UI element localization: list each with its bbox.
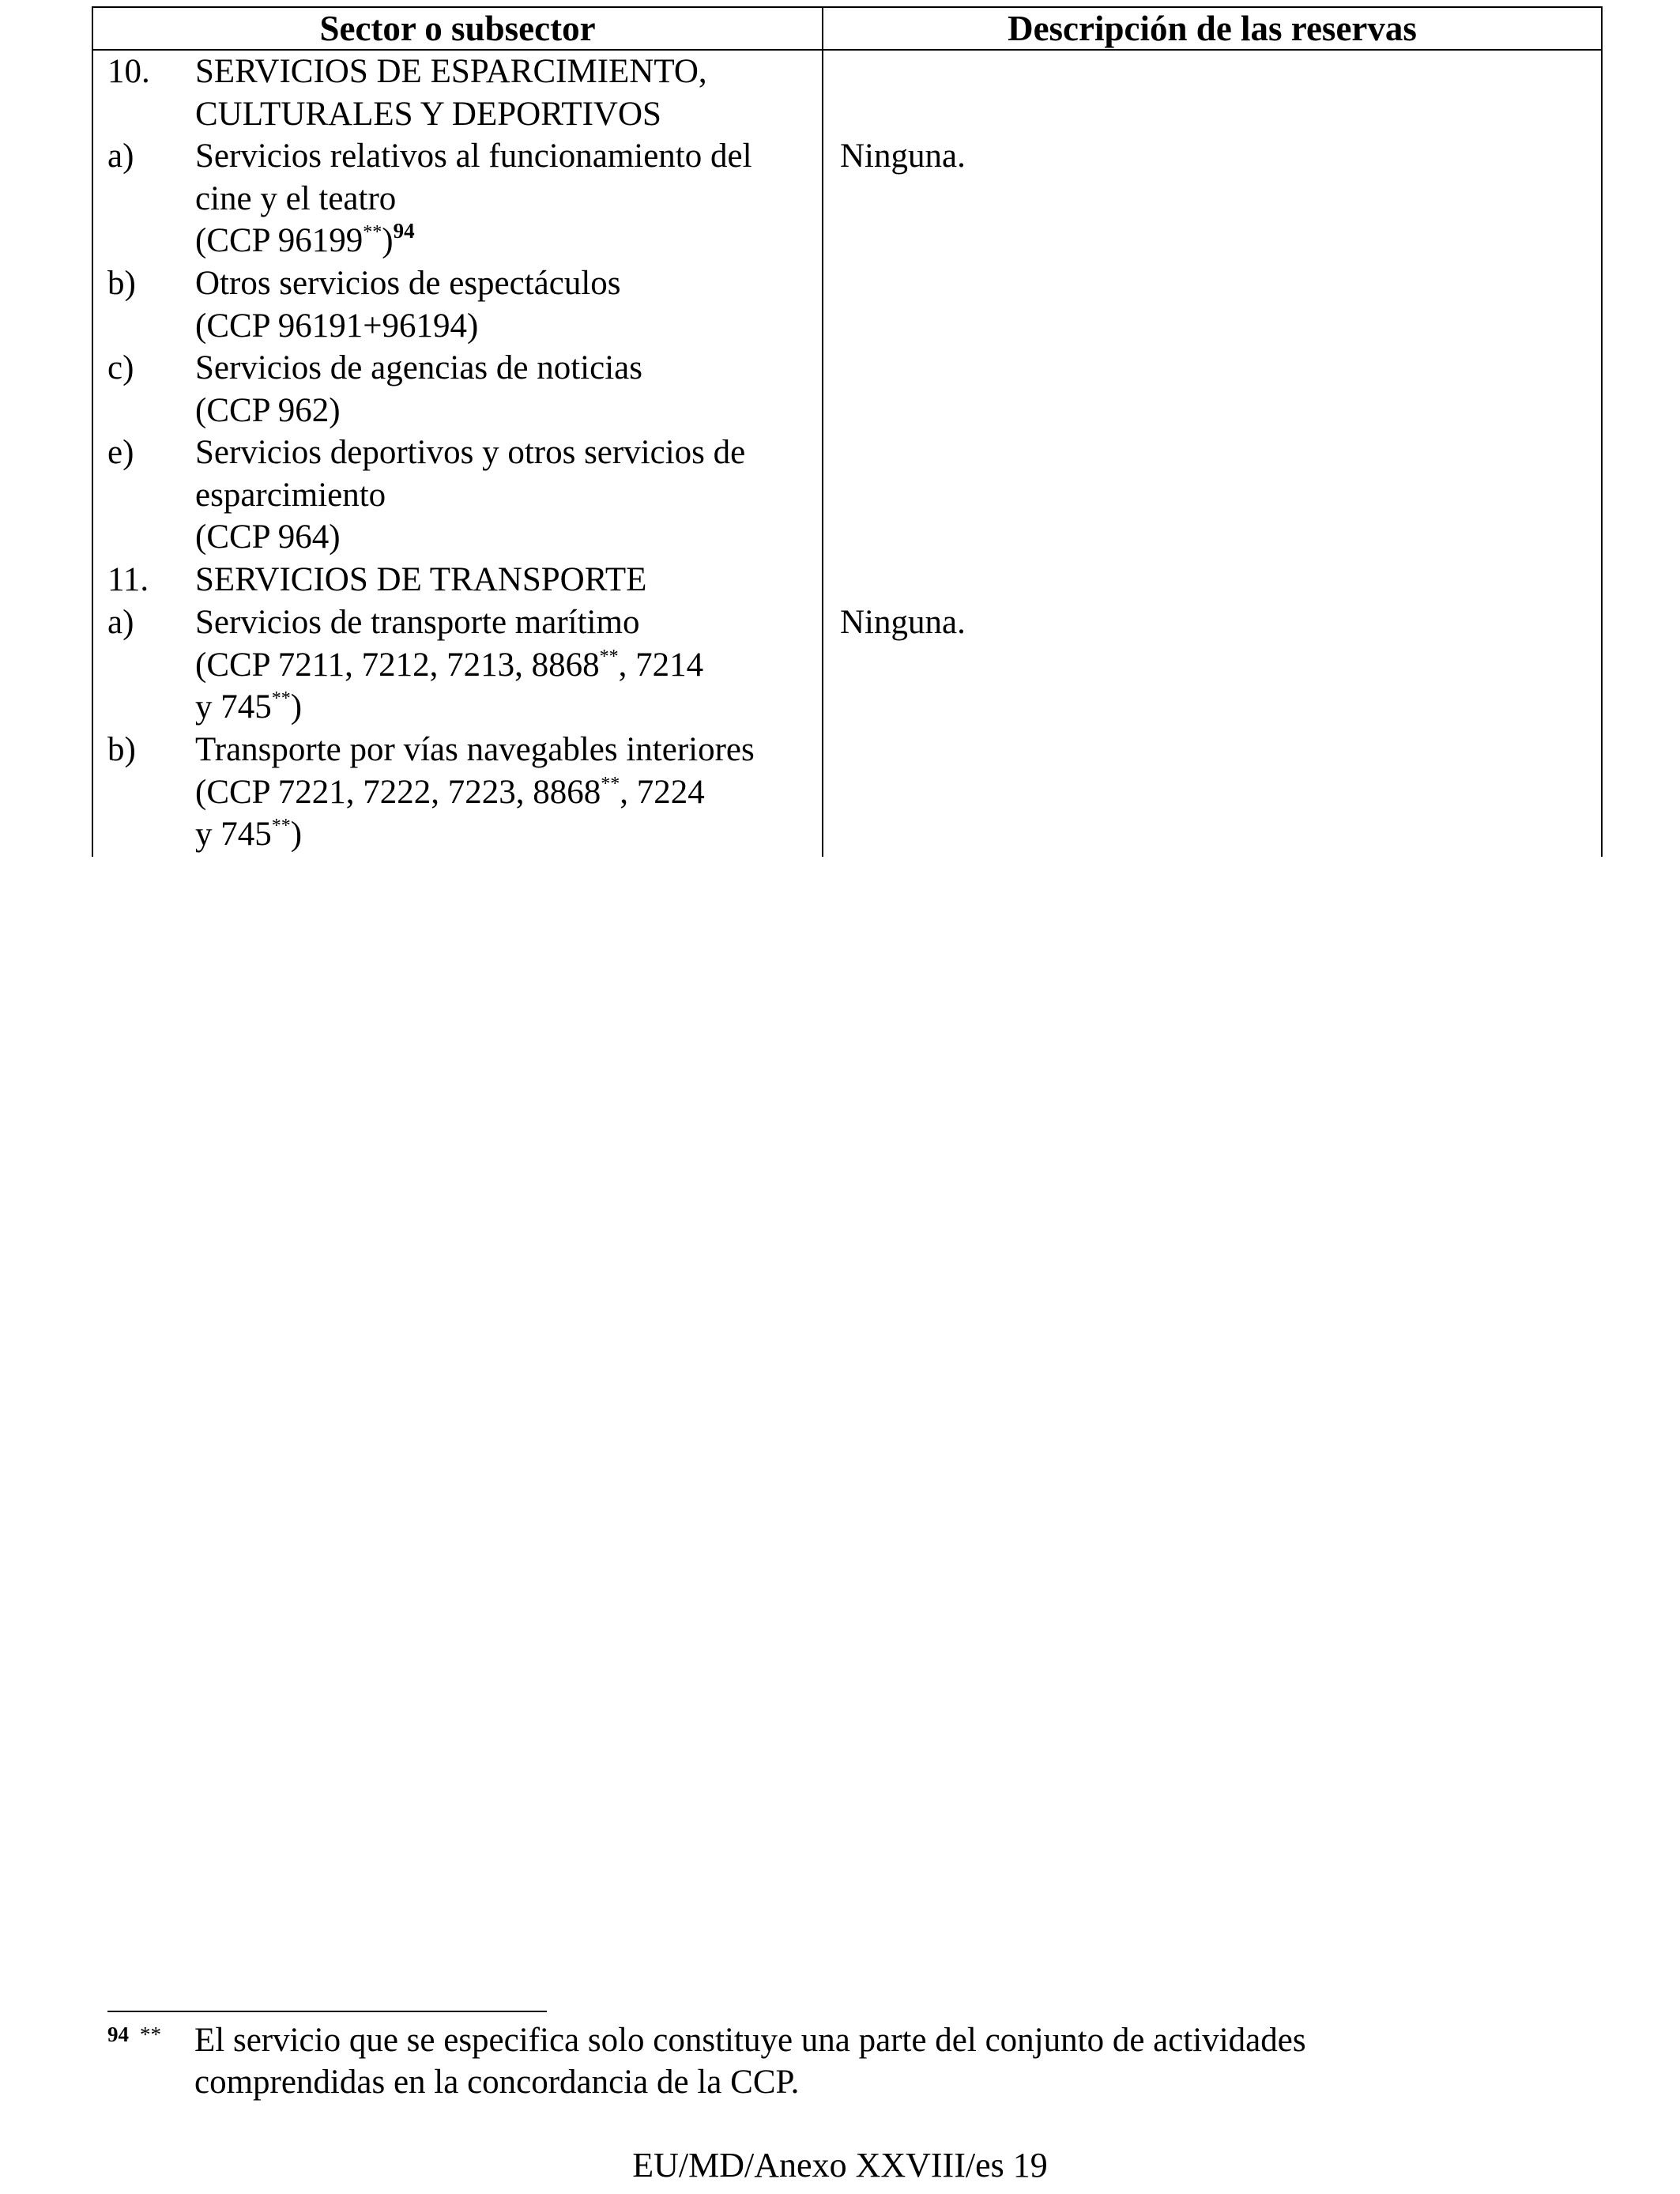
sector-text [195,135,819,262]
ccp-code: (CCP 96199 [195,222,363,260]
sector-text [195,262,819,347]
reserva-text: Ninguna. [840,138,966,175]
reservations-table [92,6,1603,857]
text-line: SERVICIOS DE ESPARCIMIENTO, [195,53,707,90]
footnote-line: El servicio que se especifica solo constituye una parte del conjunto de actividades [194,2022,1306,2059]
table-header [92,6,1603,51]
ccp-code: (CCP 7211, 7212, 7213, 8868 [195,646,600,684]
closing-paren: ) [290,816,303,854]
row-label: b) [107,731,136,768]
text-line [195,771,819,814]
row-label: b) [107,265,136,302]
text-line: Servicios de transporte marítimo [195,604,640,641]
row-label: c) [107,349,134,386]
text-line [195,644,819,687]
footnote-mark: ** [140,2022,161,2046]
ccp-code: (CCP 7221, 7222, 7223, 8868 [195,773,601,811]
header-sector: Sector o subsector [93,8,823,49]
partial-mark: ** [271,688,291,710]
partial-mark: ** [599,646,619,667]
page-reference: EU/MD/Anexo XXVIII/es 19 [632,2146,1048,2185]
text-line: Servicios relativos al funcionamiento del [195,138,752,175]
text-line: Otros servicios de espectáculos [195,265,621,302]
text-line [195,686,819,729]
text-line: esparcimiento [195,476,386,514]
text-line: cine y el teatro [195,179,397,217]
footnote-ref[interactable]: 94 [393,219,415,243]
column-divider [822,51,823,857]
sector-text [195,432,819,559]
text-line [195,813,819,856]
text-line [195,220,819,262]
text-line: Servicios deportivos y otros servicios de [195,434,746,471]
sector-text [195,729,819,856]
row-label: a) [107,138,134,175]
header-reservas: Descripción de las reservas [1008,9,1417,48]
text-line: (CCP 964) [195,518,341,556]
text-line: (CCP 962) [195,391,341,429]
footnote-text [194,2019,1617,2103]
partial-mark: ** [271,816,291,837]
ccp-code: y 745 [195,688,272,726]
text-line: CULTURALES Y DEPORTIVOS [195,95,661,133]
ccp-code: y 745 [195,816,272,854]
partial-mark: ** [363,222,382,243]
row-label: a) [107,604,134,641]
sector-text [195,347,819,432]
ccp-code-cont: , 7224 [620,773,705,811]
row-label: e) [107,434,134,471]
closing-paren: ) [382,222,394,260]
reserva-text: Ninguna. [840,604,966,641]
sector-text [195,559,819,601]
text-line: SERVICIOS DE TRANSPORTE [195,561,647,598]
text-line: (CCP 96191+96194) [195,307,479,345]
row-label: 10. [107,53,150,90]
partial-mark: ** [601,773,620,794]
text-line: Transporte por vías navegables interiores [195,731,755,768]
table-body [92,51,1603,857]
sector-text [195,51,819,135]
ccp-code-cont: , 7214 [618,646,704,684]
footnote-number: 94 [107,2022,129,2046]
row-label: 11. [107,561,149,598]
footnote-line: comprendidas en la concordancia de la CCP. [194,2064,800,2101]
text-line: Servicios de agencias de noticias [195,349,642,386]
footnote-separator [107,2011,547,2012]
closing-paren: ) [290,688,303,726]
sector-text [195,601,819,729]
